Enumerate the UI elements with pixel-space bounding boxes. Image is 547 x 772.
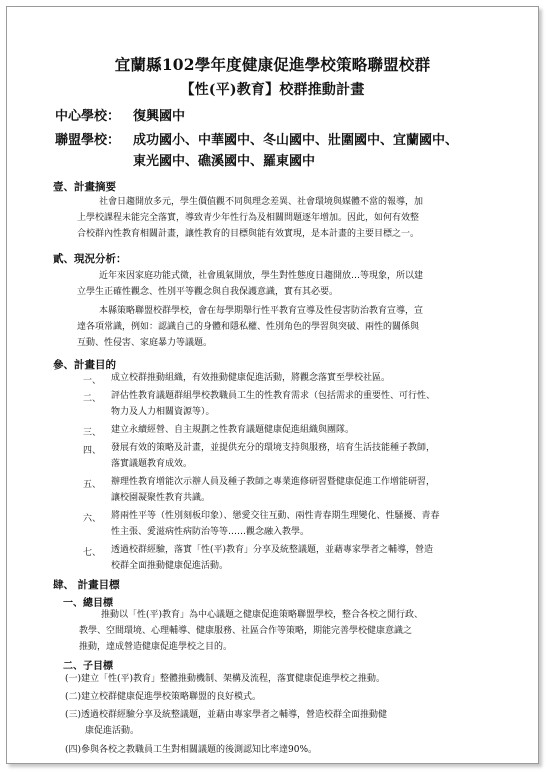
section-2-paragraph-1 [77,268,517,300]
subgoal-item [65,671,521,687]
section-1-heading: 壹、計畫摘要 [53,181,116,193]
objective-number: 六、 [83,514,102,524]
objective-line: 性主張、愛滋病性病防治等等……觀念融入教學。 [111,527,310,537]
objective-line: 成立校群推動組織，有效推動健康促進活動，將觀念落實至學校社區。 [111,373,391,383]
section-2-line: 近年來因家庭功能式微，社會風氣開放，學生對性態度日趨開放…等現象，所以建 [99,271,424,281]
objective-number: 五、 [83,480,102,490]
objective-number: 七、 [83,548,102,558]
section-2-line: 達各項常識，例如：認識自己的身體和隱私權、性別角色的學習與突破、兩性的關係與 [77,322,420,332]
document-title: 宜蘭縣102學年度健康促進學校策略聯盟校群 [114,55,431,74]
objective-item [111,370,521,386]
alliance-label: 聯盟學校： [55,133,121,148]
objective-number: 一、 [83,376,102,386]
section-1-paragraph [77,194,517,242]
section-1-line: 社會日趨開放多元，學生價值觀不同與理念差異、社會環境與媒體不當的報導，加 [99,197,424,207]
goal-heading: 一、總目標 [63,598,113,609]
subgoal-heading: 二、子目標 [63,661,113,672]
objective-item [111,542,521,574]
subgoal-line: (四)參與各校之教職員工生對相關議題的後測認知比率達90%。 [65,745,318,755]
alliance-line-2: 東光國中、礁溪國中、羅東國中 [133,154,316,169]
objective-item [111,440,521,472]
objective-item [111,474,521,506]
objective-line: 發展有效的策略及計畫，並提供充分的環境支持與服務，培育生活技能種子教師， [111,443,436,453]
objective-number: 二、 [83,394,102,404]
objective-line: 讓校園凝聚性教育共識。 [111,493,211,503]
section-2-paragraph-2 [77,303,517,351]
section-2-heading: 貳、現況分析： [53,253,127,265]
goal-paragraph [79,607,519,655]
center-school-label: 中心學校： [55,109,121,124]
objective-item [111,422,521,438]
subgoal-line: (三)透過校群經驗分享及統整議題，並藉由專家學者之輔導，營造校群全面推動健 [65,710,388,720]
section-2-line: 互動、性侵害、家庭暴力等議題。 [77,338,213,348]
document-subtitle: 【性(平)教育】校群推動計畫 [180,82,365,98]
document-page [6,6,539,764]
objective-item [111,508,521,540]
objective-line: 物力及人力相關資源等）。 [111,407,215,417]
alliance-line-1: 成功國小、中華國中、冬山國中、壯圍國中、宜蘭國中、 [133,133,459,148]
subgoal-item [65,689,521,705]
subgoal-line: (二)建立校群健康促進學校策略聯盟的良好模式。 [65,692,262,702]
subgoal-line: (一)建立「性(平)教育」整體推動機制、架構及流程，落實健康促進學校之推動。 [65,674,386,684]
goal-line: 推動，達成營造健康促進學校之目的。 [79,642,233,652]
section-2-line: 立學生正確性觀念、性別平等觀念與自我保護意識，實有其必要。 [77,287,339,297]
goal-line: 教學、空間環境、心理輔導、健康服務、社區合作等策略，期能完善學校健康意識之 [79,626,413,636]
objective-number: 四、 [83,446,102,456]
section-1-line: 合校群內性教育相關計畫，讓性教育的目標與能有效實現，是本計畫的主要目標之一。 [77,229,420,239]
objective-line: 校群全面推動健康促進活動。 [111,561,229,571]
center-school-value: 復興國中 [133,109,186,124]
objective-line: 落實議題教育成效。 [111,459,193,469]
objective-line: 評估性教育議題群組學校教職員工生的性教育需求（包括需求的重要性、可行性、 [111,391,436,401]
objective-line: 透過校群經驗，落實「性(平)教育」分享及統整議題，並藉專家學者之輔導，營造 [111,545,434,555]
objective-line: 辦理性教育增能次示辦人員及種子教師之專業進修研習暨健康促進工作增能研習， [111,477,436,487]
goal-line: 推動以「性(平)教育」為中心議題之健康促進策略聯盟學校，整合各校之閒行政、 [101,610,424,620]
section-4-heading: 肆、 計畫目標 [53,579,120,591]
subgoal-item [65,707,521,739]
section-2-line: 本縣策略聯盟校群學校，會在每學期舉行性平教育宣導及性侵害防治教育宣導，宣 [99,306,424,316]
objective-item [111,388,521,420]
objective-line: 建立永續經營、自主規劃之性教育議題健康促進組織與團隊。 [111,425,355,435]
section-1-line: 上學校課程未能完全落實，導致青少年性行為及相關問題逐年增加。因此，如何有效整 [77,213,420,223]
section-3-heading: 參、計畫目的 [53,359,116,371]
objective-line: 將兩性平等（性別刻板印象）、戀愛交往互動、兩性青春期生理變化、性騷擾、青春 [111,511,440,521]
subgoal-line: 康促進活動。 [85,726,140,736]
subgoal-item [65,742,521,758]
objective-number: 三、 [83,428,102,438]
